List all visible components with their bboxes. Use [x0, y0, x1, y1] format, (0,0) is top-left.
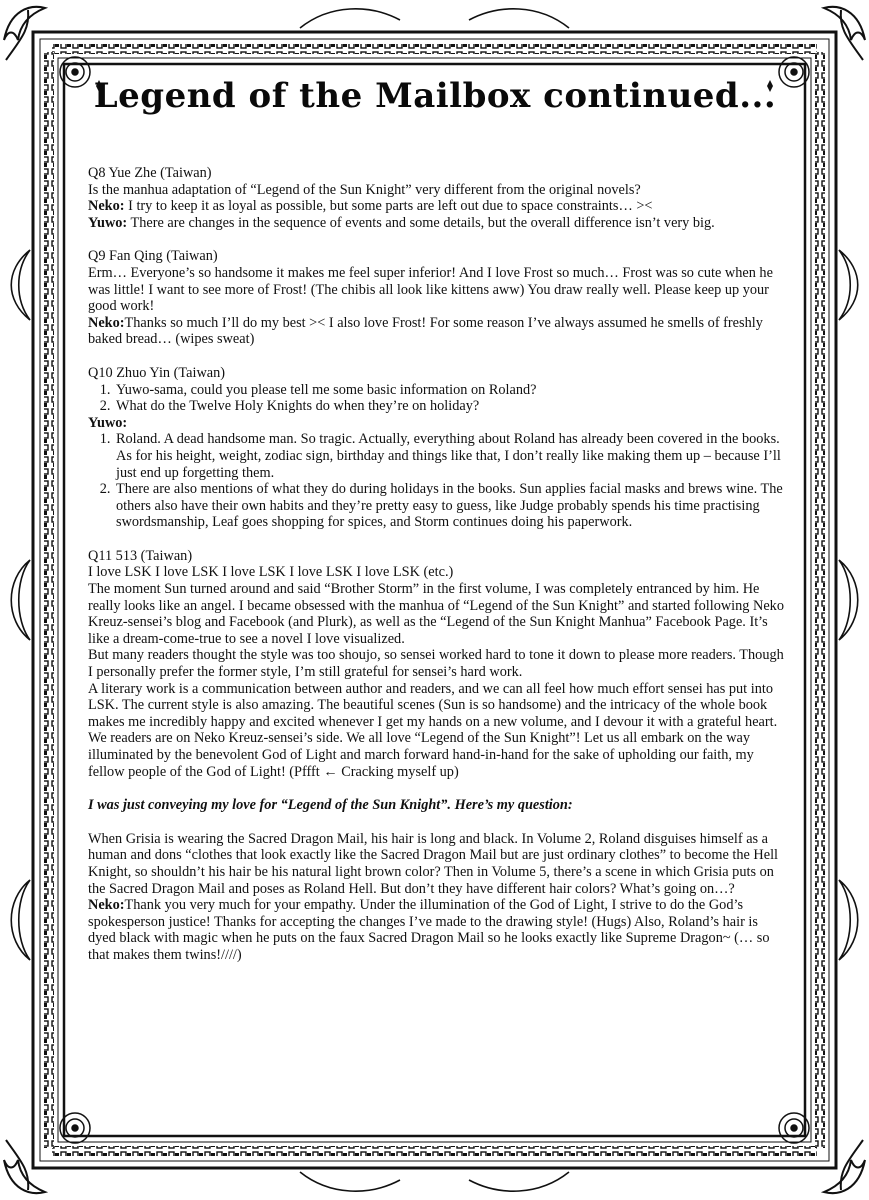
- answer-yuwo: [88, 215, 788, 232]
- entry-q9: [88, 248, 788, 348]
- answer-text: Thanks so much I’ll do my best >< I also love Frost! For some reason I’ve always assumed he smells of freshly baked bread… (wipes sweat): [88, 314, 763, 348]
- speaker-label: Neko:: [88, 897, 125, 914]
- answer-neko: [88, 198, 788, 215]
- speaker-label: Yuwo:: [88, 214, 128, 231]
- answer-neko: [88, 315, 788, 348]
- entry-heading: Q10 Zhuo Yin (Taiwan): [88, 364, 226, 381]
- question-text: Erm… Everyone’s so handsome it makes me feel super inferior! And I love Frost so much… Frost was so cute when he was little! I want to see more of Frost! (The chibis all look like kittens aww) You draw really well. Please keep up your good work!: [88, 264, 773, 315]
- entry-heading: Q11 513 (Taiwan): [88, 547, 193, 564]
- answer-text: There are changes in the sequence of events and some details, but the overall difference isn’t very big.: [127, 214, 715, 231]
- list-item: 2. What do the Twelve Holy Knights do when they’re on holiday?: [114, 398, 788, 415]
- paragraph: A literary work is a communication between author and readers, and we can all feel how much effort sensei has put into LSK. The current style is also amazing. The beautiful scenes (Sun is so handsome) and the intricacy of the whole book makes me incredibly happy and excited whenever I get my hands on a new volume, and I devour it with a grateful heart.: [88, 680, 778, 730]
- speaker-label: Neko:: [88, 314, 125, 331]
- entry-heading: Q8 Yue Zhe (Taiwan): [88, 165, 212, 181]
- entry-q8: [88, 165, 788, 231]
- speaker-label: Neko:: [88, 198, 125, 215]
- list-item: 1. Roland. A dead handsome man. So tragic. Actually, everything about Roland has already been covered in the books. As for his height, weight, zodiac sign, birthday and things like that, I don’t really like making them up – because I’ll just end up forgetting them.: [114, 431, 788, 481]
- answer-text: Thank you very much for your empathy. Under the illumination of the God of Light, I strive to do the God’s spokesperson justice! Thanks for accepting the changes I’ve made to the drawing style! (Hugs) Also, Roland’s hair is dyed black with magic when he puts on the faux Sacred Dragon Mail so he looks exactly like Supreme Dragon~ (… so that makes them twins!////): [88, 897, 770, 963]
- paragraph: We readers are on Neko Kreuz-sensei’s side. We all love “Legend of the Sun Knight”! Let us all embark on the way illuminated by the benevolent God of Light and march forward hand-in-hand for the sake of upholding our faith, my fellow people of the God of Light! (Pffft ← Cracking myself up): [88, 730, 754, 780]
- question-text: When Grisia is wearing the Sacred Dragon Mail, his hair is long and black. In Volume 2, Roland disguises himself as a human and dons “clothes that look exactly like the Sacred Dragon Mail but are just ordinary clothes” to become the Hell Knight, so shouldn’t his hair be his natural light brown color? Then in Volume 5, there’s a scene in which Grisia puts on the Sacred Dragon Mail and poses as Roland Hell. But don’t they have different hair colors? What’s going on…?: [88, 830, 779, 897]
- answer-text: I try to keep it as loyal as possible, but some parts are left out due to space constraints… ><: [124, 198, 653, 215]
- mailbox-content: [88, 165, 788, 964]
- entry-q11-question: [88, 831, 788, 964]
- paragraph: The moment Sun turned around and said “Brother Storm” in the first volume, I was completely entranced by him. He really looks like an angel. I became obsessed with the manhua of “Legend of the Sun Knight” and started following Neko Kreuz-sensei’s blog and Facebook (and Plurk), as well as the “Legend of the Sun Knight Manhua” Facebook Page. It’s like a dream-come-true to see a novel I love visualized.: [88, 581, 784, 647]
- question-list: [88, 382, 788, 415]
- entry-heading: Q9 Fan Qing (Taiwan): [88, 248, 218, 265]
- answer-list: [88, 431, 788, 531]
- page-title: Legend of the Mailbox continued...: [93, 76, 777, 116]
- entry-q11: [88, 548, 788, 780]
- emphasis-line: I was just conveying my love for “Legend of the Sun Knight”. Here’s my question:: [88, 797, 573, 814]
- question-text: Is the manhua adaptation of “Legend of the Sun Knight” very different from the original novels?: [88, 181, 641, 198]
- entry-q10: [88, 365, 788, 531]
- list-item: 2. There are also mentions of what they do during holidays in the books. Sun applies facial masks and brews wine. The others also have their own habits and they’re pretty easy to guess, like Judge probably spends his time practising swordsmanship, Leaf goes shopping for spices, and Storm continues doing his paperwork.: [114, 481, 788, 531]
- list-item: 1. Yuwo-sama, could you please tell me some basic information on Roland?: [114, 382, 788, 399]
- paragraph: But many readers thought the style was too shoujo, so sensei worked hard to tone it down to please more readers. Though I personally prefer the former style, I’m still grateful for sensei’s hard work.: [88, 647, 784, 681]
- speaker-label: Yuwo:: [88, 414, 128, 431]
- answer-neko: [88, 897, 788, 963]
- paragraph: I love LSK I love LSK I love LSK I love LSK I love LSK (etc.): [88, 564, 454, 581]
